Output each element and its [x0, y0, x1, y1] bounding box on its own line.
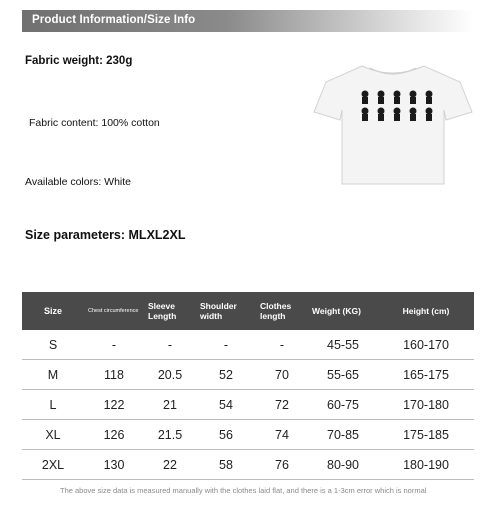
cell-sleeve: 21.5: [144, 420, 196, 450]
section-header-bar: [22, 10, 474, 32]
cell-size: XL: [22, 420, 84, 450]
header-sleeve: Sleeve Length: [144, 292, 196, 330]
table-row: [22, 390, 474, 420]
cell-weight: 80-90: [308, 450, 378, 480]
cell-chest: 126: [84, 420, 144, 450]
cell-chest: 118: [84, 360, 144, 390]
cell-height: 180-190: [378, 450, 474, 480]
cell-chest: -: [84, 330, 144, 360]
header-weight: Weight (KG): [308, 292, 378, 330]
header-height: Height (cm): [378, 292, 474, 330]
cell-length: 74: [256, 420, 308, 450]
tshirt-body: [314, 66, 472, 184]
cell-sleeve: 20.5: [144, 360, 196, 390]
table-row: [22, 330, 474, 360]
cell-height: 175-185: [378, 420, 474, 450]
cell-shoulder: 52: [196, 360, 256, 390]
cell-length: 72: [256, 390, 308, 420]
section-title: Product Information/Size Info: [32, 14, 196, 26]
cell-size: S: [22, 330, 84, 360]
cell-shoulder: 58: [196, 450, 256, 480]
table-row: [22, 360, 474, 390]
header-length: Clothes length: [256, 292, 308, 330]
table-row: [22, 420, 474, 450]
cell-weight: 70-85: [308, 420, 378, 450]
fabric-content: Fabric content: 100% cotton: [29, 117, 160, 129]
table-header-row: [22, 292, 474, 330]
cell-chest: 122: [84, 390, 144, 420]
fabric-weight: Fabric weight: 230g: [25, 55, 133, 67]
size-chart-table: [22, 292, 474, 480]
cell-weight: 55-65: [308, 360, 378, 390]
measurement-note: The above size data is measured manually with the clothes laid flat, and there is a 1-3cm error which is normal: [60, 486, 427, 495]
cell-shoulder: -: [196, 330, 256, 360]
cell-height: 165-175: [378, 360, 474, 390]
header-chest: Chest circumference: [84, 292, 144, 330]
cell-height: 160-170: [378, 330, 474, 360]
cell-sleeve: -: [144, 330, 196, 360]
tshirt-product-image: [310, 60, 476, 188]
cell-length: 76: [256, 450, 308, 480]
cell-sleeve: 22: [144, 450, 196, 480]
cell-height: 170-180: [378, 390, 474, 420]
cell-shoulder: 54: [196, 390, 256, 420]
cell-size: M: [22, 360, 84, 390]
cell-size: L: [22, 390, 84, 420]
header-size: Size: [22, 292, 84, 330]
cell-weight: 60-75: [308, 390, 378, 420]
size-parameters: Size parameters: MLXL2XL: [25, 228, 186, 242]
available-colors: Available colors: White: [25, 176, 132, 188]
cell-sleeve: 21: [144, 390, 196, 420]
cell-weight: 45-55: [308, 330, 378, 360]
cell-length: 70: [256, 360, 308, 390]
cell-shoulder: 56: [196, 420, 256, 450]
header-shoulder: Shoulder width: [196, 292, 256, 330]
table-row: [22, 450, 474, 480]
cell-size: 2XL: [22, 450, 84, 480]
cell-length: -: [256, 330, 308, 360]
cell-chest: 130: [84, 450, 144, 480]
